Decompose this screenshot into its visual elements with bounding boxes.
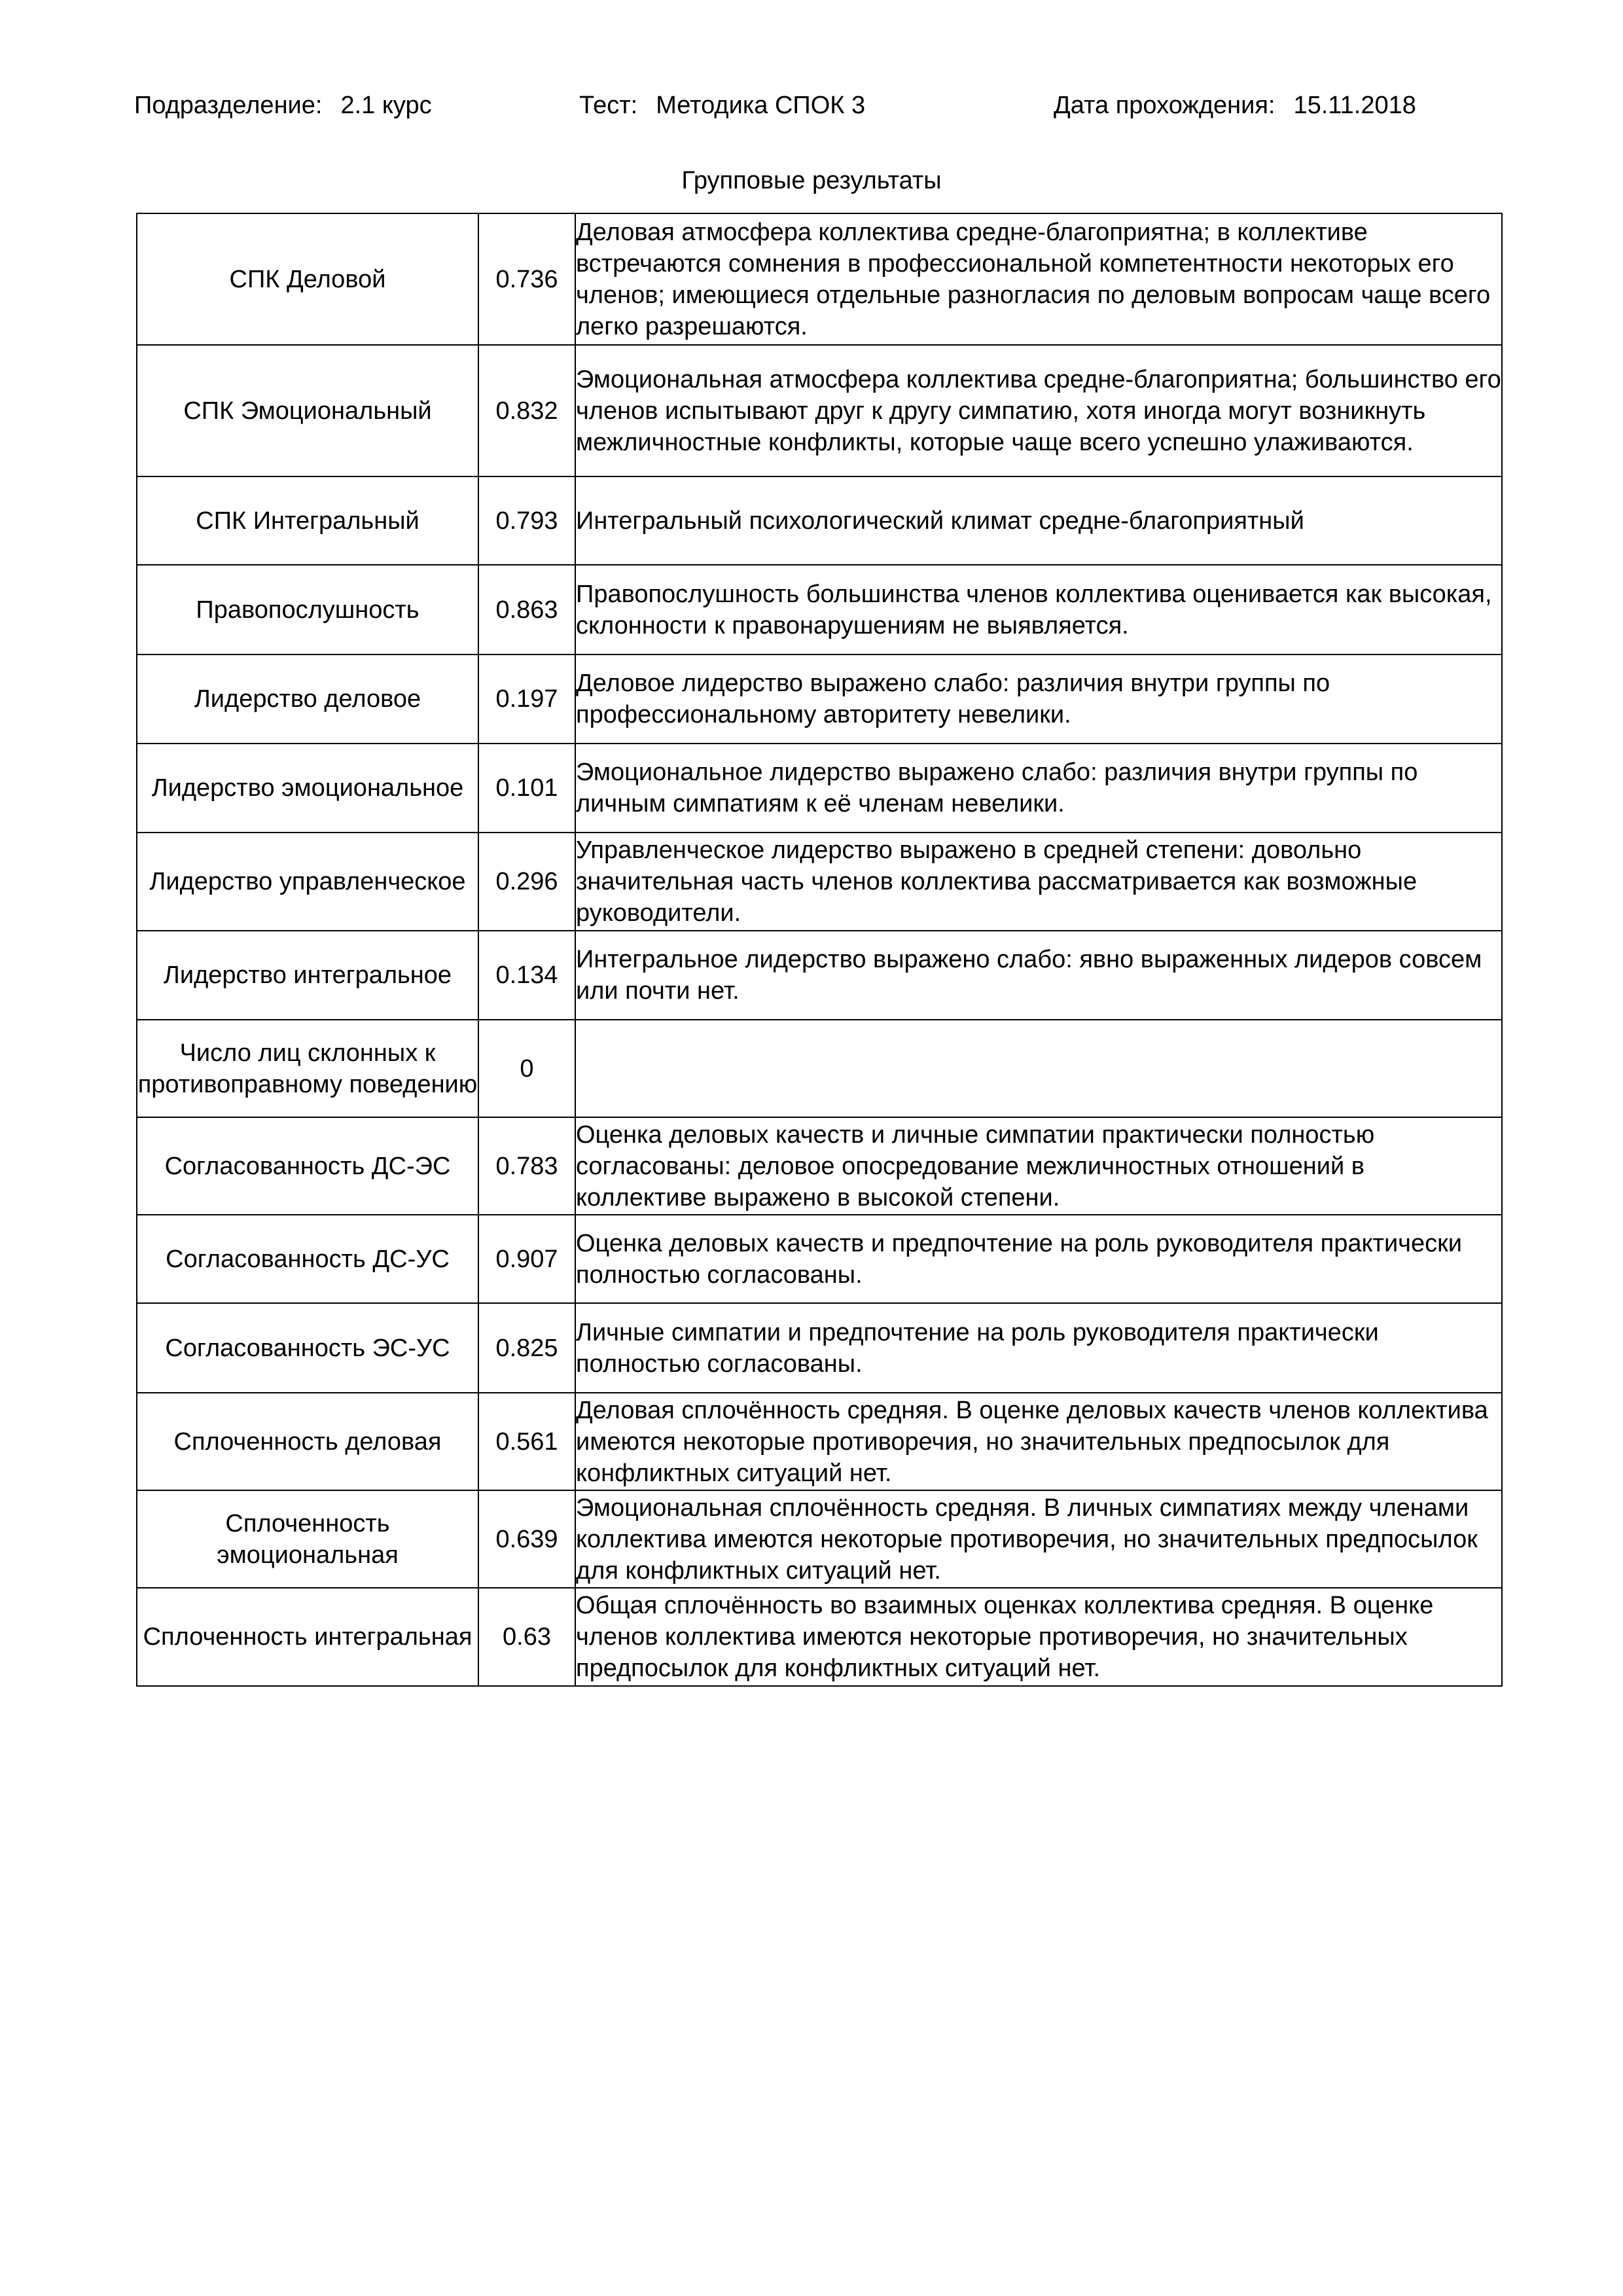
indicator-value: 0.736 (478, 213, 575, 345)
indicator-description (575, 1020, 1502, 1117)
date-value: 15.11.2018 (1293, 92, 1416, 119)
indicator-name: Согласованность ДС-УС (137, 1215, 478, 1303)
indicator-name: Лидерство деловое (137, 655, 478, 744)
indicator-value: 0.639 (478, 1490, 575, 1588)
indicator-value: 0.783 (478, 1117, 575, 1215)
indicator-name: Согласованность ДС-ЭС (137, 1117, 478, 1215)
table-row (137, 931, 1502, 1020)
indicator-value: 0.63 (478, 1588, 575, 1686)
indicator-value: 0.101 (478, 744, 575, 833)
table-row (137, 1117, 1502, 1215)
indicator-description: Управленческое лидерство выражено в средней степени: довольно значительная часть членов коллектива рассматривается как возможные руководители. (575, 833, 1502, 931)
indicator-name: Согласованность ЭС-УС (137, 1303, 478, 1393)
table-row (137, 345, 1502, 476)
test-value: Методика СПОК 3 (656, 92, 866, 119)
indicator-name: Лидерство эмоциональное (137, 744, 478, 833)
table-row (137, 213, 1502, 345)
table-row (137, 1393, 1502, 1490)
indicator-value: 0.134 (478, 931, 575, 1020)
table-row (137, 476, 1502, 565)
indicator-name: Сплоченность эмоциональная (137, 1490, 478, 1588)
table-row (137, 833, 1502, 931)
indicator-value: 0.197 (478, 655, 575, 744)
indicator-value: 0 (478, 1020, 575, 1117)
indicator-description: Личные симпатии и предпочтение на роль руководителя практически полностью согласованы. (575, 1303, 1502, 1393)
indicator-name: Сплоченность интегральная (137, 1588, 478, 1686)
indicator-value: 0.907 (478, 1215, 575, 1303)
date-field (1054, 92, 1416, 120)
indicator-value: 0.793 (478, 476, 575, 565)
table-row (137, 1020, 1502, 1117)
indicator-value: 0.825 (478, 1303, 575, 1393)
indicator-name: СПК Эмоциональный (137, 345, 478, 476)
table-row (137, 565, 1502, 655)
indicator-description: Эмоциональная сплочённость средняя. В личных симпатиях между членами коллектива имеются некоторые противоречия, но значительных предпосылок для конфликтных ситуаций нет. (575, 1490, 1502, 1588)
indicator-description: Деловая сплочённость средняя. В оценке деловых качеств членов коллектива имеются некоторые противоречия, но значительных предпосылок для конфликтных ситуаций нет. (575, 1393, 1502, 1490)
indicator-description: Деловая атмосфера коллектива средне-благоприятна; в коллективе встречаются сомнения в профессиональной компетентности некоторых его членов; имеющиеся отдельные разногласия по деловым вопросам чаще всего легко разрешаются. (575, 213, 1502, 345)
indicator-name: Сплоченность деловая (137, 1393, 478, 1490)
table-row (137, 1215, 1502, 1303)
indicator-description: Эмоциональная атмосфера коллектива средне-благоприятна; большинство его членов испытывают друг к другу симпатию, хотя иногда могут возникнуть межличностные конфликты, которые чаще всего успешно улаживаются. (575, 345, 1502, 476)
department-label: Подразделение: (134, 92, 323, 119)
department-value: 2.1 курс (340, 92, 432, 119)
results-table (136, 213, 1503, 1687)
indicator-name: Лидерство управленческое (137, 833, 478, 931)
table-row (137, 1490, 1502, 1588)
indicator-value: 0.296 (478, 833, 575, 931)
table-row (137, 1303, 1502, 1393)
test-label: Тест: (579, 92, 638, 119)
table-row (137, 655, 1502, 744)
date-label: Дата прохождения: (1054, 92, 1275, 119)
indicator-description: Деловое лидерство выражено слабо: различия внутри группы по профессиональному авторитету невелики. (575, 655, 1502, 744)
indicator-description: Эмоциональное лидерство выражено слабо: различия внутри группы по личным симпатиям к её членам невелики. (575, 744, 1502, 833)
indicator-description: Общая сплочённость во взаимных оценках коллектива средняя. В оценке членов коллектива имеются некоторые противоречия, но значительных предпосылок для конфликтных ситуаций нет. (575, 1588, 1502, 1686)
test-field (579, 92, 865, 120)
indicator-value: 0.863 (478, 565, 575, 655)
indicator-description: Оценка деловых качеств и предпочтение на роль руководителя практически полностью согласованы. (575, 1215, 1502, 1303)
indicator-name: Правопослушность (137, 565, 478, 655)
indicator-description: Оценка деловых качеств и личные симпатии практически полностью согласованы: деловое опосредование межличностных отношений в коллективе выражено в высокой степени. (575, 1117, 1502, 1215)
indicator-value: 0.561 (478, 1393, 575, 1490)
indicator-name: Лидерство интегральное (137, 931, 478, 1020)
indicator-description: Интегральное лидерство выражено слабо: явно выраженных лидеров совсем или почти нет. (575, 931, 1502, 1020)
department-field (134, 92, 432, 120)
indicator-value: 0.832 (478, 345, 575, 476)
indicator-description: Правопослушность большинства членов коллектива оценивается как высокая, склонности к правонарушениям не выявляется. (575, 565, 1502, 655)
table-row (137, 1588, 1502, 1686)
indicator-name: СПК Деловой (137, 213, 478, 345)
table-row (137, 744, 1502, 833)
indicator-description: Интегральный психологический климат средне-благоприятный (575, 476, 1502, 565)
indicator-name: СПК Интегральный (137, 476, 478, 565)
report-header (134, 92, 1489, 131)
indicator-name: Число лиц склонных к противоправному поведению (137, 1020, 478, 1117)
page-title: Групповые результаты (681, 167, 942, 194)
